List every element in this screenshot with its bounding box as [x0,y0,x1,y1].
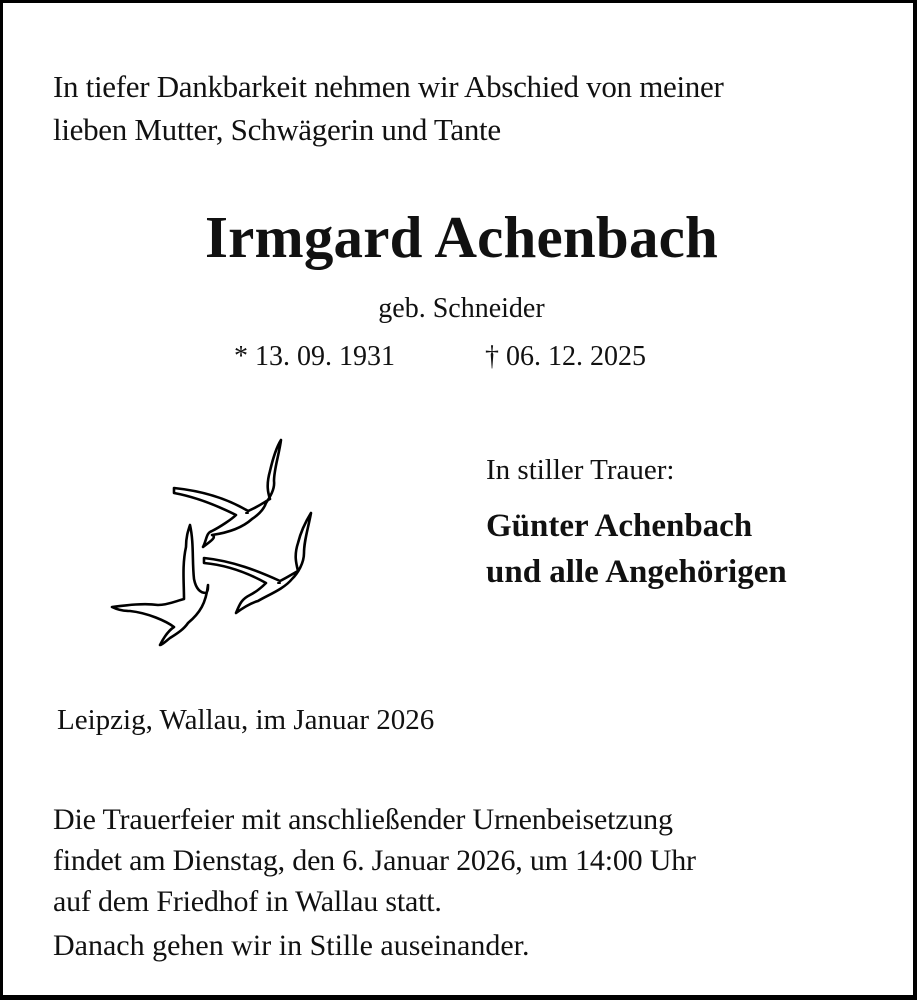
death-date: † 06. 12. 2025 [485,341,646,372]
intro-line-1: In tiefer Dankbarkeit nehmen wir Abschied von meiner [53,69,724,104]
ceremony-line-3: auf dem Friedhof in Wallau statt. [53,885,442,918]
ceremony-line-1: Die Trauerfeier mit anschließender Urnenbeisetzung [53,803,673,836]
place-date: Leipzig, Wallau, im Januar 2026 [57,704,435,736]
deceased-name: Irmgard Achenbach [204,204,719,270]
maiden-name: geb. Schneider [378,293,545,324]
birth-date: * 13. 09. 1931 [234,341,395,372]
intro-text [53,65,723,151]
mourners-names [486,503,787,595]
mourner-line-1: Günter Achenbach [486,508,753,544]
mourners-label: In stiller Trauer: [486,454,675,486]
ceremony-line-2: findet am Dienstag, den 6. Januar 2026, um 14:00 Uhr [53,844,696,877]
ceremony-text [53,799,696,922]
intro-line-2: lieben Mutter, Schwägerin und Tante [53,112,501,147]
closing-text: Danach gehen wir in Stille auseinander. [53,929,530,962]
flying-birds-icon [108,433,318,648]
mourner-line-2: und alle Angehörigen [486,554,787,590]
